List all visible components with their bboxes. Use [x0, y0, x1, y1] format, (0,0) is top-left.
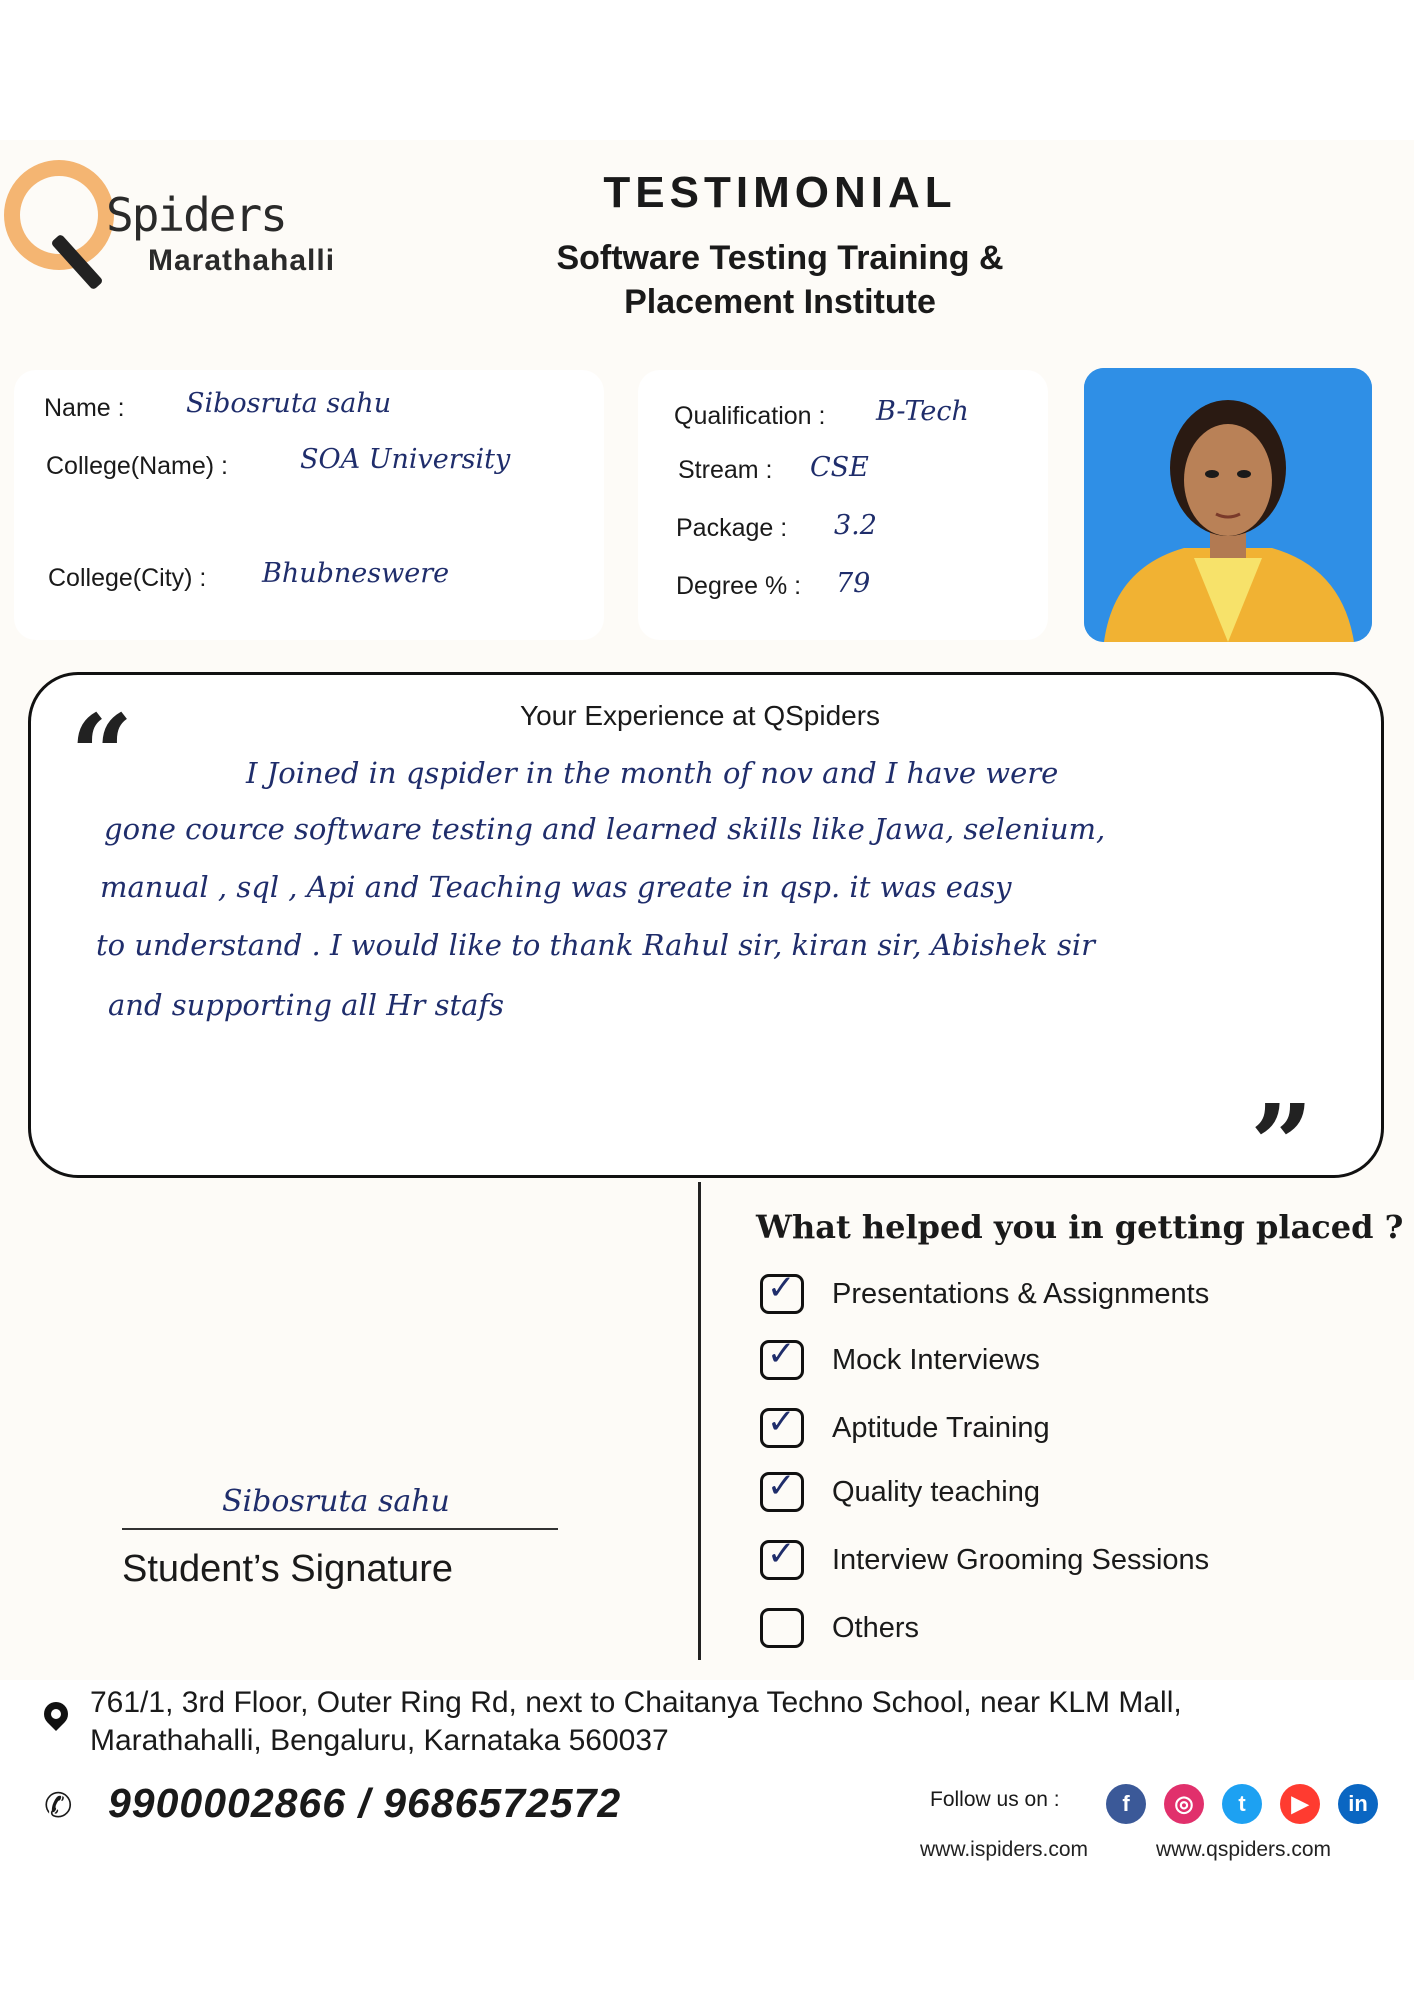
address-line-2: Marathahalli, Bengaluru, Karnataka 560037	[90, 1724, 669, 1757]
experience-line-3: manual , sql , Api and Teaching was greate in qsp. it was easy	[100, 870, 1012, 904]
college-city-value: Bhubneswere	[262, 558, 450, 589]
follow-label: Follow us on :	[930, 1788, 1060, 1811]
degree-value: 79	[836, 568, 871, 599]
option-checkbox[interactable]	[760, 1534, 804, 1580]
option-row	[760, 1268, 1210, 1316]
facebook-icon[interactable]: f	[1106, 1784, 1146, 1824]
option-label: Presentations & Assignments	[832, 1277, 1210, 1310]
phone-icon: ✆	[44, 1787, 73, 1825]
degree-label: Degree % :	[676, 572, 802, 600]
page-subtitle	[500, 236, 1060, 324]
option-row	[760, 1402, 1050, 1450]
website-qspiders-link[interactable]: www.qspiders.com	[1156, 1838, 1332, 1861]
logo-brand-text: Spiders	[106, 188, 286, 242]
placement-question: What helped you in getting placed ?	[756, 1208, 1404, 1246]
option-row	[760, 1334, 1040, 1382]
stream-value: CSE	[810, 452, 869, 483]
option-label: Others	[832, 1611, 920, 1644]
check-icon: ✓	[767, 1334, 796, 1374]
option-row	[760, 1534, 1210, 1582]
option-checkbox[interactable]	[760, 1268, 804, 1314]
open-quote-icon: “	[70, 690, 134, 819]
college-city-label: College(City) :	[48, 564, 207, 592]
signature-line	[122, 1528, 558, 1530]
name-label: Name :	[44, 394, 125, 422]
qualification-label: Qualification :	[674, 402, 826, 430]
student-photo	[1084, 368, 1372, 642]
youtube-icon[interactable]: ▶	[1280, 1784, 1320, 1824]
option-checkbox[interactable]	[760, 1466, 804, 1512]
twitter-icon[interactable]: t	[1222, 1784, 1262, 1824]
subtitle-line-1: Software Testing Training &	[556, 239, 1004, 277]
option-checkbox[interactable]	[760, 1608, 804, 1648]
option-label: Quality teaching	[832, 1475, 1040, 1508]
website-ispiders-link[interactable]: www.ispiders.com	[920, 1838, 1089, 1861]
option-row	[760, 1466, 1040, 1514]
experience-line-1: I Joined in qspider in the month of nov and I have were	[246, 756, 1059, 790]
close-quote-icon: ”	[1250, 1080, 1314, 1209]
signature-label: Student’s Signature	[122, 1548, 453, 1590]
option-checkbox[interactable]	[760, 1402, 804, 1448]
experience-box	[28, 672, 1384, 1178]
college-name-label: College(Name) :	[46, 452, 229, 480]
option-checkbox[interactable]	[760, 1334, 804, 1380]
qualification-value: B-Tech	[876, 396, 969, 427]
option-label: Aptitude Training	[832, 1411, 1050, 1444]
page-title: TESTIMONIAL	[603, 168, 957, 217]
student-photo-drawing	[1084, 368, 1372, 642]
address-line-1: 761/1, 3rd Floor, Outer Ring Rd, next to Chaitanya Techno School, near KLM Mall,	[90, 1686, 1182, 1719]
package-label: Package :	[676, 514, 788, 542]
address	[90, 1684, 1400, 1760]
logo-area-text: Marathahalli	[148, 244, 336, 277]
option-label: Interview Grooming Sessions	[832, 1543, 1210, 1576]
college-name-value: SOA University	[300, 444, 511, 475]
subtitle-line-2: Placement Institute	[624, 283, 936, 321]
check-icon: ✓	[767, 1268, 796, 1308]
check-icon: ✓	[767, 1534, 796, 1574]
experience-title: Your Experience at QSpiders	[519, 700, 881, 731]
package-value: 3.2	[834, 510, 877, 541]
linkedin-icon[interactable]: in	[1338, 1784, 1378, 1824]
check-icon: ✓	[767, 1466, 796, 1506]
instagram-icon[interactable]: ◎	[1164, 1784, 1204, 1824]
section-divider	[698, 1182, 701, 1660]
location-pin-icon	[39, 1697, 73, 1731]
phone-numbers: 9900002866 / 9686572572	[108, 1780, 622, 1826]
check-icon: ✓	[767, 1402, 796, 1442]
experience-line-2: gone cource software testing and learned skills like Jawa, selenium,	[104, 812, 1106, 846]
handwritten-signature: Sibosruta sahu	[222, 1484, 450, 1519]
option-label: Mock Interviews	[832, 1343, 1040, 1376]
name-value: Sibosruta sahu	[186, 388, 392, 419]
option-row	[760, 1606, 919, 1650]
experience-line-4: to understand . I would like to thank Rahul sir, kiran sir, Abishek sir	[96, 928, 1095, 962]
stream-label: Stream :	[678, 456, 773, 484]
experience-line-5: and supporting all Hr stafs	[108, 988, 505, 1022]
